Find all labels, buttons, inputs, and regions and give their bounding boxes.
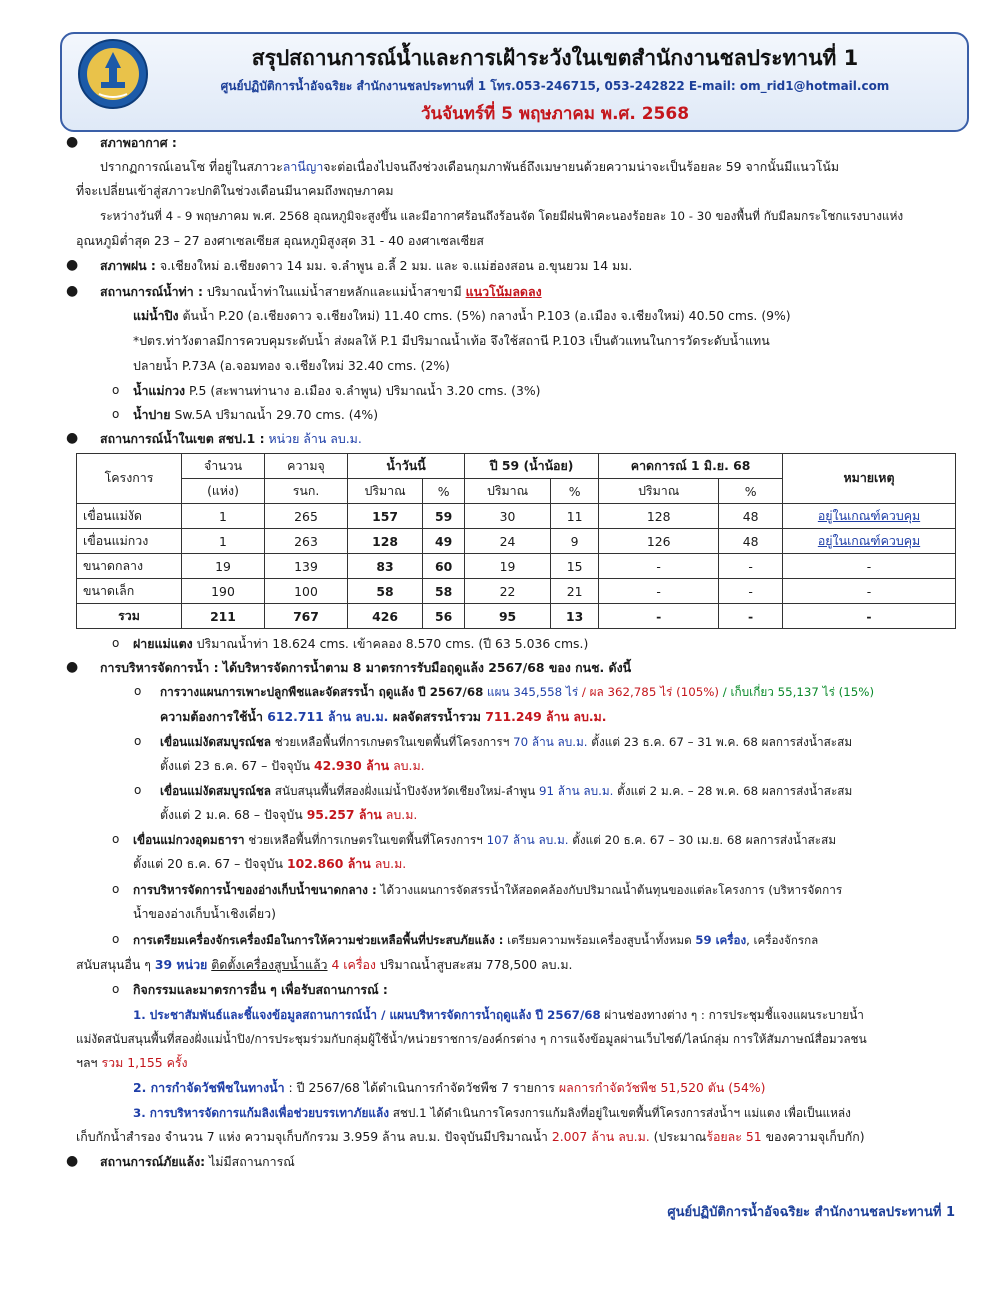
circle-bullet-icon: o: [134, 783, 142, 797]
weather-para-2-cont: อุณหภูมิต่ำสุด 23 – 27 องศาเซลเซียส อุณหภูมิสูงสุด 31 - 40 องศาเซลเซียส: [76, 233, 484, 248]
other-heading: กิจกรรมและมาตรการอื่น ๆ เพื่อรับสถานการณ์ :: [133, 982, 388, 997]
row-p59: 15: [551, 554, 599, 579]
ngat1-line: เขื่อนแม่งัดสมบูรณ์ชล ช่วยเหลือพื้นที่การเกษตรในเขตพื้นที่โครงการฯ 70 ล้าน ลบ.ม. ตั้งแต่ 23 ธ.ค. 67 – 31 พ.ค. 68 ผลการส่งน้ำสะสม: [160, 735, 853, 749]
circle-bullet-icon: o: [112, 832, 120, 846]
row-name: เขื่อนแม่งัด: [77, 504, 182, 529]
col-forecast: คาดการณ์ 1 มิ.ย. 68: [599, 454, 783, 479]
row-vol: 58: [348, 579, 423, 604]
col-count: จำนวน: [182, 454, 265, 479]
col-project: โครงการ: [77, 454, 182, 504]
total-v59: 95: [465, 604, 551, 629]
ngat1-cont: ตั้งแต่ 23 ธ.ค. 67 – ปัจจุบัน 42.930 ล้าน ลบ.ม.: [160, 758, 425, 773]
col-remark: หมายเหตุ: [783, 454, 956, 504]
demand-line: ความต้องการใช้น้ำ 612.711 ล้าน ลบ.ม. ผลจัดสรรน้ำรวม 711.249 ล้าน ลบ.ม.: [160, 709, 607, 724]
flow-line: สถานการณ์น้ำท่า : ปริมาณน้ำท่าในแม่น้ำสายหลักและแม่น้ำสาขามี แนวโน้มลดลง: [100, 284, 542, 299]
row-vf: -: [599, 554, 719, 579]
reservoir-heading: สถานการณ์น้ำในเขต สชป.1 : หน่วย ล้าน ลบ.ม.: [100, 431, 362, 446]
circle-bullet-icon: o: [112, 407, 120, 421]
machine-cont: สนับสนุนอื่น ๆ 39 หน่วย ติดตั้งเครื่องสูบน้ำแล้ว 4 เครื่อง ปริมาณน้ำสูบสะสม 778,500 ลบ.ม.: [76, 957, 573, 972]
row-p59: 9: [551, 529, 599, 554]
col-pct: %: [551, 479, 599, 504]
col-pct: %: [719, 479, 783, 504]
kuang-mgmt-cont: ตั้งแต่ 20 ธ.ค. 67 – ปัจจุบัน 102.860 ล้าน ลบ.ม.: [133, 856, 407, 871]
row-pf: 48: [719, 504, 783, 529]
ping-line: แม่น้ำปิง ต้นน้ำ P.20 (อ.เชียงดาว จ.เชียงใหม่) 11.40 cms. (5%) กลางน้ำ P.103 (อ.เมือง จ.เชียงใหม่) 40.50 cms. (9%): [133, 308, 791, 323]
row-v59: 19: [465, 554, 551, 579]
activity-1-total: ฯลฯ รวม 1,155 ครั้ง: [76, 1055, 188, 1070]
row-vf: 126: [599, 529, 719, 554]
footer-signature: ศูนย์ปฏิบัติการน้ำอัจฉริยะ สำนักงานชลประทานที่ 1: [667, 1205, 955, 1220]
bullet-icon: ●: [66, 430, 79, 446]
bullet-icon: ●: [66, 257, 79, 273]
table-row: [77, 579, 956, 604]
row-remark: อยู่ในเกณฑ์ควบคุม: [783, 504, 956, 529]
rain-line: สภาพฝน : จ.เชียงใหม่ อ.เชียงดาว 14 มม. จ.ลำพูน อ.ลี้ 2 มม. และ จ.แม่ฮ่องสอน อ.ขุนยวม 14 มม.: [100, 258, 633, 273]
plan-line: การวางแผนการเพาะปลูกพืชและจัดสรรน้ำ ฤดูแล้ง ปี 2567/68 แผน 345,558 ไร่ / ผล 362,785 ไร่ (105%) / เก็บเกี่ยว 55,137 ไร่ (15%): [160, 685, 875, 699]
row-name: ขนาดเล็ก: [77, 579, 182, 604]
row-p59: 21: [551, 579, 599, 604]
drought-line: สถานการณ์ภัยแล้ง: ไม่มีสถานการณ์: [100, 1154, 295, 1169]
col-vol: ปริมาณ: [599, 479, 719, 504]
circle-bullet-icon: o: [112, 932, 120, 946]
row-vol: 83: [348, 554, 423, 579]
row-cap: 139: [265, 554, 348, 579]
row-name: เขื่อนแม่กวง: [77, 529, 182, 554]
total-vol: 426: [348, 604, 423, 629]
row-name: ขนาดกลาง: [77, 554, 182, 579]
pai-line: น้ำปาย Sw.5A ปริมาณน้ำ 29.70 cms. (4%): [133, 407, 379, 422]
table-total-row: [77, 604, 956, 629]
total-vf: -: [599, 604, 719, 629]
circle-bullet-icon: o: [112, 636, 120, 650]
col-y59: ปี 59 (น้ำน้อย): [465, 454, 599, 479]
row-count: 19: [182, 554, 265, 579]
row-pct: 60: [423, 554, 465, 579]
contact-line: ศูนย์ปฏิบัติการน้ำอัจฉริยะ สำนักงานชลประทานที่ 1 โทร.053-246715, 053-242822 E-mail: om_rid1@hotmail.com: [220, 79, 890, 93]
medium-line: การบริหารจัดการน้ำของอ่างเก็บน้ำขนาดกลาง : ได้วางแผนการจัดสรรน้ำให้สอดคล้องกับปริมาณน้ำต้นทุนของแต่ละโครงการ (บริหารจัดการ: [133, 883, 843, 897]
total-remark: -: [783, 604, 956, 629]
row-vol: 128: [348, 529, 423, 554]
activity-3: 3. การบริหารจัดการแก้มลิงเพื่อช่วยบรรเทาภัยแล้ง สชป.1 ได้ดำเนินการโครงการแก้มลิงที่อยู่ในเขตพื้นที่โครงการส่งน้ำฯ แม่แตง เพื่อเป็นแหล่ง: [133, 1106, 851, 1120]
row-vf: -: [599, 579, 719, 604]
table-row: [77, 504, 956, 529]
row-remark: -: [783, 554, 956, 579]
col-count-unit: (แห่ง): [182, 479, 265, 504]
weather-para-1-cont: ที่จะเปลี่ยนเข้าสู่สภาวะปกติในช่วงเดือนมีนาคมถึงพฤษภาคม: [76, 183, 394, 198]
activity-3-cont: เก็บกักน้ำสำรอง จำนวน 7 แห่ง ความจุเก็บกักรวม 3.959 ล้าน ลบ.ม. ปัจจุบันมีปริมาณน้ำ 2.007 ล้าน ลบ.ม. (ประมาณร้อยละ 51 ของความจุเก็บกัก): [76, 1129, 865, 1144]
col-cap: ความจุ: [265, 454, 348, 479]
col-vol: ปริมาณ: [348, 479, 423, 504]
total-cap: 767: [265, 604, 348, 629]
circle-bullet-icon: o: [112, 982, 120, 996]
circle-bullet-icon: o: [112, 383, 120, 397]
row-count: 1: [182, 504, 265, 529]
page-title: สรุปสถานการณ์น้ำและการเฝ้าระวังในเขตสำนักงานชลประทานที่ 1: [251, 46, 859, 70]
ping-downstream: ปลายน้ำ P.73A (อ.จอมทอง จ.เชียงใหม่ 32.40 cms. (2%): [133, 358, 450, 373]
row-count: 1: [182, 529, 265, 554]
weather-para-2: ระหว่างวันที่ 4 - 9 พฤษภาคม พ.ศ. 2568 อุณหภูมิจะสูงขึ้น และมีอากาศร้อนถึงร้อนจัด โดยมีฝนฟ้าคะนองร้อยละ 10 - 30 ของพื้นที่ กับมีลมกระโชกแรงบางแห่ง: [100, 209, 904, 223]
ngat2-line: เขื่อนแม่งัดสมบูรณ์ชล สนับสนุนพื้นที่สองฝั่งแม่น้ำปิงจังหวัดเชียงใหม่-ลำพูน 91 ล้าน ลบ.ม. ตั้งแต่ 2 ม.ค. – 28 พ.ค. 68 ผลการส่งน้ำสะสม: [160, 784, 853, 798]
row-p59: 11: [551, 504, 599, 529]
activity-1-cont: แม่งัดสนับสนุนพื้นที่สองฝั่งแม่น้ำปิง/การประชุมร่วมกับกลุ่มผู้ใช้น้ำ/หน่วยราชการ/องค์กรต่าง ๆ การแจ้งข้อมูลผ่านเว็บไซต์/ไลน์กลุ่ม การให้สัมภาษณ์สื่อมวลชน: [76, 1032, 867, 1046]
row-cap: 100: [265, 579, 348, 604]
table-row: [77, 529, 956, 554]
row-vol: 157: [348, 504, 423, 529]
col-vol: ปริมาณ: [465, 479, 551, 504]
col-cap-unit: รนก.: [265, 479, 348, 504]
total-count: 211: [182, 604, 265, 629]
reservoir-table: [76, 453, 956, 629]
col-pct: %: [423, 479, 465, 504]
row-remark: อยู่ในเกณฑ์ควบคุม: [783, 529, 956, 554]
ngat2-cont: ตั้งแต่ 2 ม.ค. 68 – ปัจจุบัน 95.257 ล้าน ลบ.ม.: [160, 807, 418, 822]
col-today: น้ำวันนี้: [348, 454, 465, 479]
row-pf: -: [719, 579, 783, 604]
row-count: 190: [182, 579, 265, 604]
weather-heading: สภาพอากาศ :: [100, 135, 177, 150]
row-cap: 265: [265, 504, 348, 529]
row-v59: 30: [465, 504, 551, 529]
total-pct: 56: [423, 604, 465, 629]
circle-bullet-icon: o: [134, 734, 142, 748]
row-pct: 49: [423, 529, 465, 554]
medium-cont: น้ำของอ่างเก็บน้ำเชิงเดี่ยว): [133, 906, 276, 921]
activity-2: 2. การกำจัดวัชพืชในทางน้ำ : ปี 2567/68 ได้ดำเนินการกำจัดวัชพืช 7 รายการ ผลการกำจัดวัชพืช 51,520 ตัน (54%): [133, 1080, 766, 1095]
bullet-icon: ●: [66, 283, 79, 299]
activity-1: 1. ประชาสัมพันธ์และชี้แจงข้อมูลสถานการณ์น้ำ / แผนบริหารจัดการน้ำฤดูแล้ง ปี 2567/68 ผ่านช่องทางต่าง ๆ : การประชุมชี้แจงแผนระบายน้ำ: [133, 1008, 864, 1022]
row-pct: 58: [423, 579, 465, 604]
total-p59: 13: [551, 604, 599, 629]
kuang-mgmt-line: เขื่อนแม่กวงอุดมธารา ช่วยเหลือพื้นที่การเกษตรในเขตพื้นที่โครงการฯ 107 ล้าน ลบ.ม. ตั้งแต่ 20 ธ.ค. 67 – 30 เม.ย. 68 ผลการส่งน้ำสะสม: [133, 833, 837, 847]
maetaeng-line: ฝายแม่แตง ปริมาณน้ำท่า 18.624 cms. เข้าคลอง 8.570 cms. (ปี 63 5.036 cms.): [133, 636, 589, 651]
row-remark: -: [783, 579, 956, 604]
bullet-icon: ●: [66, 134, 79, 150]
ping-note: *ปตร.ท่าวังตาลมีการควบคุมระดับน้ำ ส่งผลให้ P.1 มีปริมาณน้ำเท้อ จึงใช้สถานี P.103 เป็นตัวแทนในการวัดระดับน้ำแทน: [133, 333, 770, 348]
report-date: วันจันทร์ที่ 5 พฤษภาคม พ.ศ. 2568: [420, 104, 690, 124]
rid-logo-icon: [77, 38, 149, 110]
row-pf: 48: [719, 529, 783, 554]
weather-para-1: ปรากฏการณ์เอนโซ ที่อยู่ในสภาวะลานีญาจะต่อเนื่องไปจนถึงช่วงเดือนกุมภาพันธ์ถึงเมษายนด้วยความน่าจะเป็นร้อยละ 59 จากนั้นมีแนวโน้ม: [100, 159, 840, 174]
row-pf: -: [719, 554, 783, 579]
total-pf: -: [719, 604, 783, 629]
bullet-icon: ●: [66, 659, 79, 675]
table-row: [77, 554, 956, 579]
total-name: รวม: [77, 604, 182, 629]
mgmt-heading: การบริหารจัดการน้ำ : ได้บริหารจัดการน้ำตาม 8 มาตรการรับมือฤดูแล้ง 2567/68 ของ กนช. ดังนี้: [100, 660, 632, 675]
row-v59: 24: [465, 529, 551, 554]
bullet-icon: ●: [66, 1153, 79, 1169]
machine-line: การเตรียมเครื่องจักรเครื่องมือในการให้ความช่วยเหลือพื้นที่ประสบภัยแล้ง : เตรียมความพร้อมเครื่องสูบน้ำทั้งหมด 59 เครื่อง, เครื่องจักรกล: [133, 933, 819, 947]
circle-bullet-icon: o: [112, 882, 120, 896]
row-pct: 59: [423, 504, 465, 529]
circle-bullet-icon: o: [134, 684, 142, 698]
row-v59: 22: [465, 579, 551, 604]
kuang-line: น้ำแม่กวง P.5 (สะพานท่านาง อ.เมือง จ.ลำพูน) ปริมาณน้ำ 3.20 cms. (3%): [133, 383, 541, 398]
row-vf: 128: [599, 504, 719, 529]
row-cap: 263: [265, 529, 348, 554]
